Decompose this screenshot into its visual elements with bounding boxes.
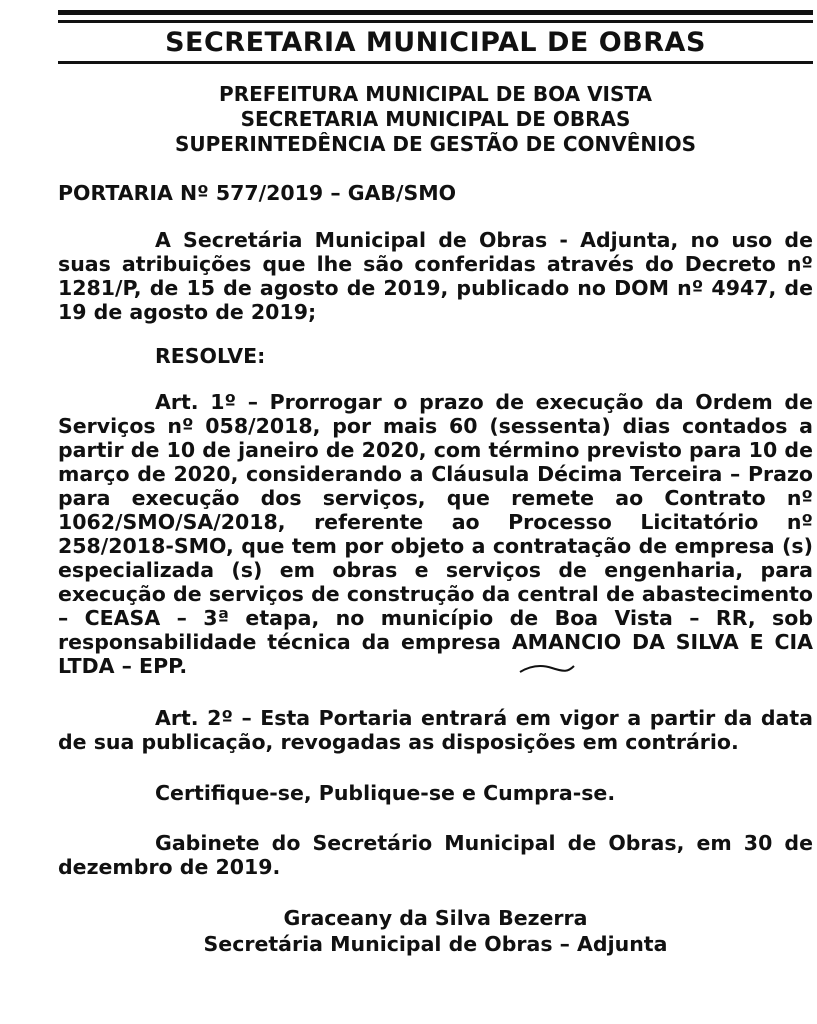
closing-paragraph: Gabinete do Secretário Municipal de Obras, em 30 de dezembro de 2019. [58,831,813,879]
ordinance-title: PORTARIA Nº 577/2019 – GAB/SMO [58,181,457,205]
institution-line-3: SUPERINTEDÊNCIA DE GESTÃO DE CONVÊNIOS [174,132,697,156]
ordinance-document [58,80,813,957]
handwritten-pen-mark [518,662,576,676]
institution-line-2: SECRETARIA MUNICIPAL DE OBRAS [240,107,631,131]
article-2-paragraph: Art. 2º – Esta Portaria entrará em vigor a partir da data de sua publicação, revogadas as disposições em contrário. [58,706,813,754]
contractor-company: AMANCIO DA SILVA E CIA LTDA – EPP. [58,630,813,678]
article-1-paragraph [58,390,813,678]
section-header-title: SECRETARIA MUNICIPAL DE OBRAS [165,27,706,58]
institution-line-1: PREFEITURA MUNICIPAL DE BOA VISTA [219,82,652,106]
preamble-paragraph: A Secretária Municipal de Obras - Adjunta, no uso de suas atribuições que lhe são conferidas através do Decreto nº 1281/P, de 15 de agosto de 2019, publicado no DOM nº 4947, de 19 de agosto de 2019; [58,228,813,324]
top-rule-secondary [58,20,813,23]
certify-line: Certifique-se, Publique-se e Cumpra-se. [155,781,616,805]
institution-block [58,80,813,158]
signatory-name: Graceany da Silva Bezerra [283,906,588,930]
signature-block [58,905,813,957]
article-1-text: Art. 1º – Prorrogar o prazo de execução da Ordem de Serviços nº 058/2018, por mais 60 (sessenta) dias contados a partir de 10 de janeiro de 2020, com término previsto para 10 de março de 2020, considerando a Cláusula Décima Terceira – Prazo para execução dos serviços, que remete ao Contrato nº 1062/SMO/SA/2018, referente ao Processo Licitatório nº 258/2018-SMO, que tem por objeto a contratação de empresa (s) especializada (s) em obras e serviços de engenharia, para execução de serviços de construção da central de abastecimento – CEASA – 3ª etapa, no município de Boa Vista – RR, sob responsabilidade técnica da empresa [58,390,813,654]
top-rule [58,10,813,15]
resolve-heading: RESOLVE: [155,344,266,368]
section-header [58,24,813,64]
signatory-role: Secretária Municipal de Obras – Adjunta [203,932,668,956]
